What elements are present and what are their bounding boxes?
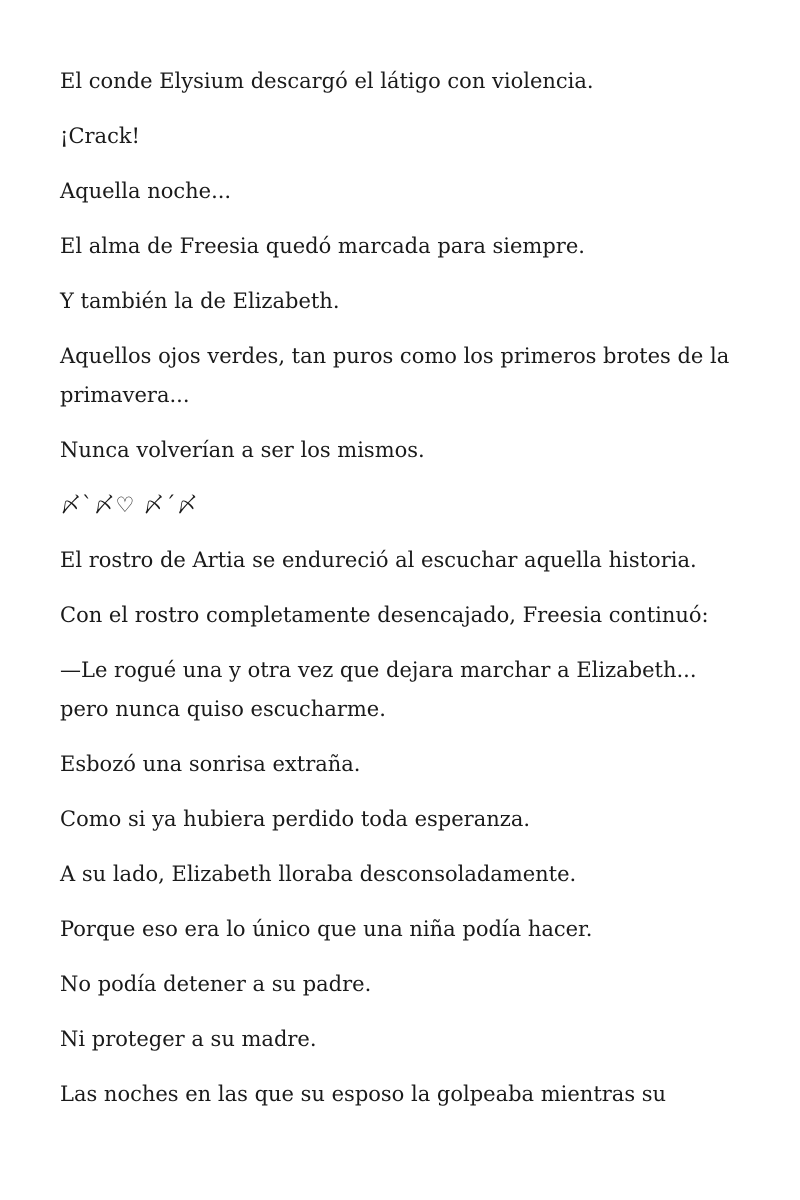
paragraph: Las noches en las que su esposo la golpeaba mientras su	[60, 1082, 667, 1106]
paragraph: El conde Elysium descargó el látigo con violencia.	[60, 69, 594, 93]
paragraph: No podía detener a su padre.	[60, 972, 372, 996]
paragraph: Como si ya hubiera perdido toda esperanza.	[60, 807, 531, 831]
section-separator: 〆`〆♡ 〆´〆	[60, 493, 199, 517]
paragraph: Y también la de Elizabeth.	[60, 289, 340, 313]
paragraph: Aquellos ojos verdes, tan puros como los primeros brotes de la primavera...	[60, 344, 730, 407]
paragraph: El alma de Freesia quedó marcada para siempre.	[60, 234, 585, 258]
paragraph: Aquella noche...	[60, 179, 232, 203]
paragraph: Nunca volverían a ser los mismos.	[60, 438, 425, 462]
paragraph: ¡Crack!	[60, 124, 140, 148]
paragraph: —Le rogué una y otra vez que dejara marchar a Elizabeth... pero nunca quiso escucharme.	[60, 658, 697, 721]
paragraph: Ni proteger a su madre.	[60, 1027, 317, 1051]
paragraph: El rostro de Artia se endureció al escuchar aquella historia.	[60, 548, 697, 572]
paragraph: Esbozó una sonrisa extraña.	[60, 752, 361, 776]
paragraph: A su lado, Elizabeth lloraba desconsoladamente.	[60, 862, 577, 886]
paragraph: Con el rostro completamente desencajado, Freesia continuó:	[60, 603, 709, 627]
paragraph: Porque eso era lo único que una niña podía hacer.	[60, 917, 593, 941]
